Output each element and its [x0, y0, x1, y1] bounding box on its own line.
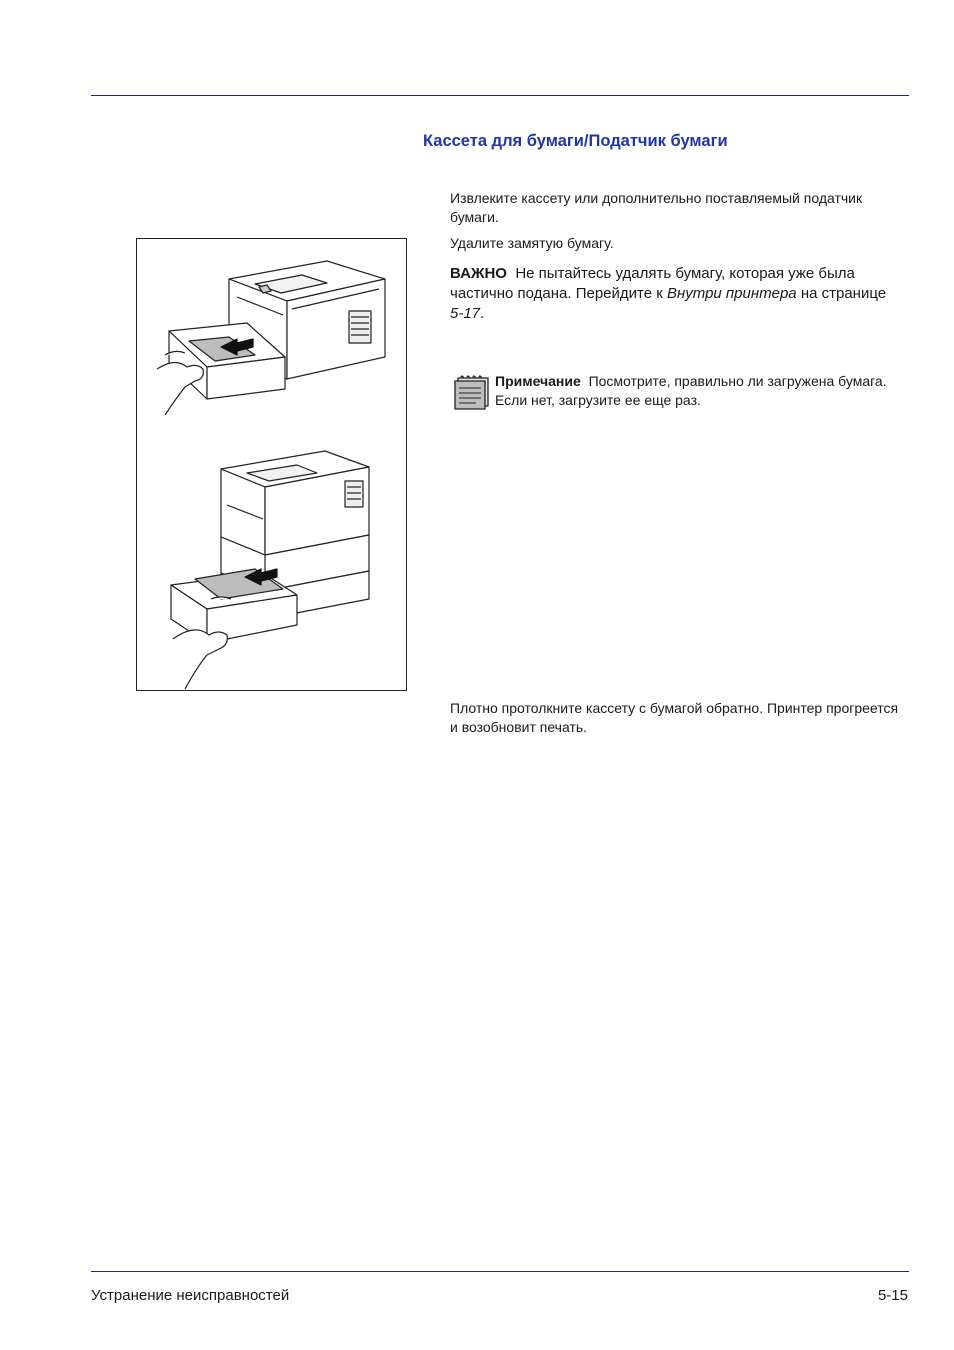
printer-top-drawing — [157, 261, 385, 415]
important-text-end: . — [480, 305, 485, 322]
paper-jam-illustration — [136, 238, 407, 691]
footer-rule — [91, 1271, 909, 1272]
note-text — [495, 372, 895, 410]
note-body: Посмотрите, правильно ли загружена бумага. Если нет, загрузите ее еще раз. — [495, 373, 887, 408]
footer-page-number: 5-15 — [877, 1287, 908, 1304]
important-text: Не пытайтесь удалять бумагу, которая уже была частично подана. Перейдите к — [450, 265, 855, 302]
step-remove-paper: Удалите замятую бумагу. — [450, 235, 614, 251]
footer-chapter: Устранение неисправностей — [91, 1287, 290, 1304]
section-title: Кассета для бумаги/Податчик бумаги — [423, 132, 728, 150]
step-reinsert-cassette: Плотно протолкните кассету с бумагой обратно. Принтер прогреется и возобновит печать. — [450, 700, 899, 735]
important-label: ВАЖНО — [450, 265, 507, 282]
important-link-page[interactable]: 5-17 — [450, 305, 481, 322]
note-label: Примечание — [495, 373, 581, 389]
important-text-middle: на странице — [800, 285, 887, 302]
header-rule — [91, 95, 909, 96]
printer-feeder-drawing — [171, 451, 369, 689]
printer-cassette-drawing — [137, 239, 408, 692]
important-notice — [450, 264, 890, 324]
note-pad-icon — [452, 374, 492, 410]
important-link-title[interactable]: Внутри принтера — [666, 285, 797, 302]
step-remove-cassette: Извлеките кассету или дополнительно поставляемый податчик бумаги. — [450, 190, 863, 225]
